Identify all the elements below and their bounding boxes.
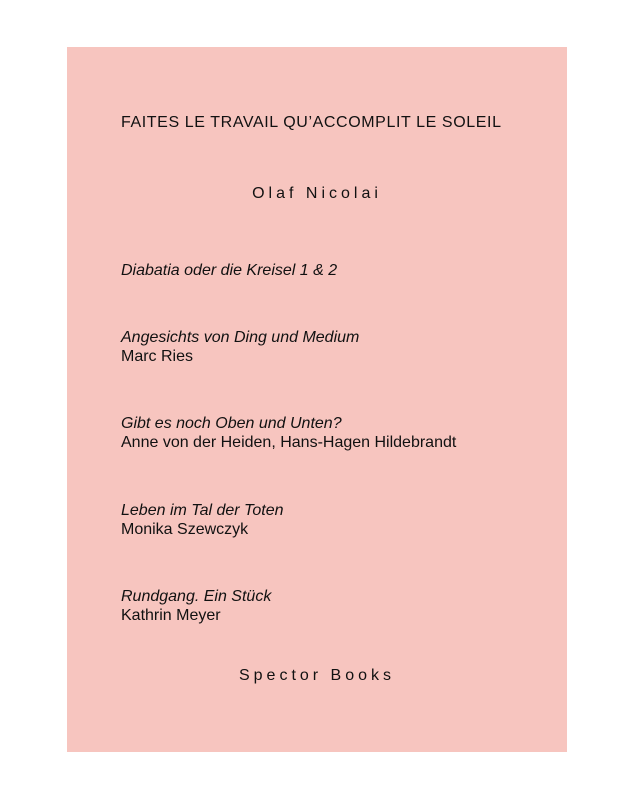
entry-work-title: Gibt es noch Oben und Unten? [121, 415, 342, 432]
entry-work-title: Diabatia oder die Kreisel 1 & 2 [121, 262, 338, 279]
entry-contributor: Kathrin Meyer [121, 607, 221, 624]
book-author: Olaf Nicolai [252, 185, 382, 202]
contents-entry [121, 414, 456, 452]
book-title: FAITES LE TRAVAIL QU’ACCOMPLIT LE SOLEIL [121, 114, 502, 131]
entry-work-title: Rundgang. Ein Stück [121, 588, 272, 605]
book-cover [67, 47, 567, 752]
contents-entry [121, 587, 271, 625]
entry-contributor: Marc Ries [121, 348, 194, 365]
contents-entry [121, 501, 283, 539]
contents-entry [121, 328, 359, 366]
book-publisher: Spector Books [238, 667, 396, 684]
entry-work-title: Leben im Tal der Toten [121, 502, 284, 519]
entry-work-title: Angesichts von Ding und Medium [121, 329, 360, 346]
contents-entry [121, 261, 337, 280]
entry-contributor: Monika Szewczyk [121, 521, 249, 538]
entry-contributor: Anne von der Heiden, Hans-Hagen Hildebrandt [121, 434, 457, 451]
